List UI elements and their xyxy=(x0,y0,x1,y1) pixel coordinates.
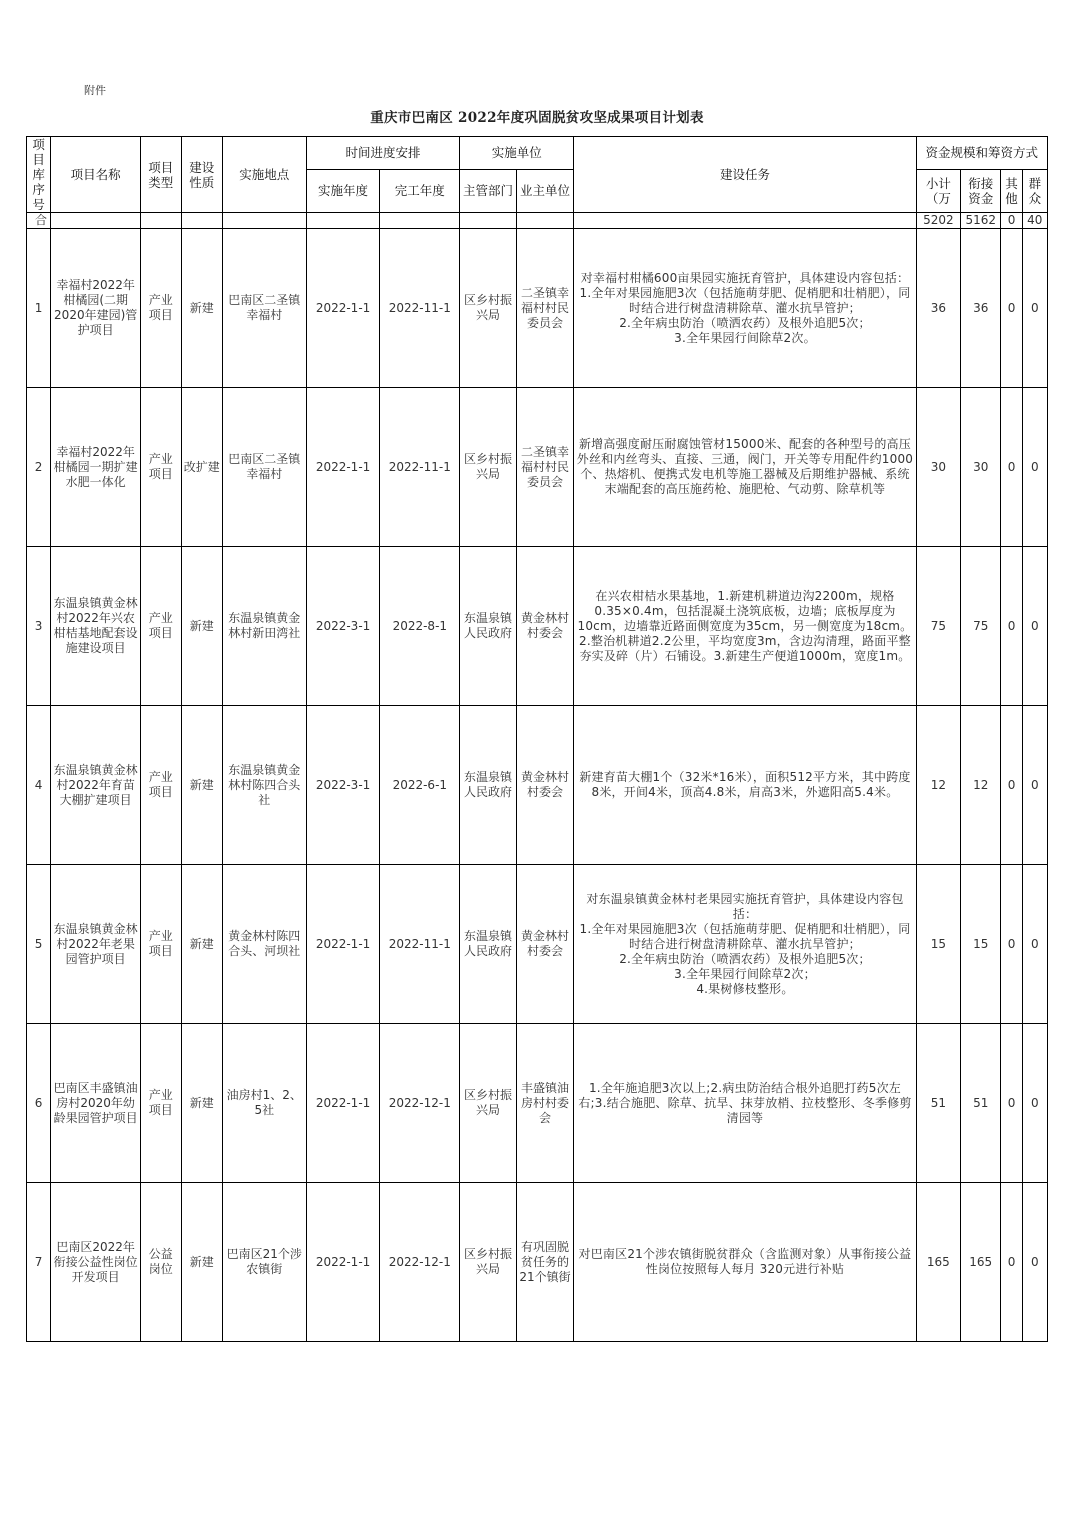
project-type: 产业项目 xyxy=(141,706,181,865)
funds-other: 0 xyxy=(1001,547,1022,706)
project-type: 公益岗位 xyxy=(141,1183,181,1342)
project-name: 幸福村2022年柑橘园一期扩建水肥一体化 xyxy=(51,388,141,547)
row-index: 3 xyxy=(27,547,51,706)
funds-subtotal: 75 xyxy=(916,547,960,706)
summary-empty xyxy=(574,213,916,229)
construction-task: 对幸福村柑橘600亩果园实施抚育管护，具体建设内容包括： 1.全年对果园施肥3次（包括施萌芽肥、促梢肥和壮梢肥），同时结合进行树盘清耕除草、灌水抗旱管护； 2.全年病虫防治（喷洒农药）及根外追肥5次； 3.全年果园行间除草2次。 xyxy=(574,229,916,388)
project-type: 产业项目 xyxy=(141,229,181,388)
owner-unit: 黄金林村村委会 xyxy=(516,865,574,1024)
table-row xyxy=(27,706,1048,865)
implementation-location: 巴南区二圣镇幸福村 xyxy=(222,229,306,388)
start-date: 2022-1-1 xyxy=(306,229,380,388)
funds-subtotal: 36 xyxy=(916,229,960,388)
owner-unit: 黄金林村村委会 xyxy=(516,706,574,865)
start-date: 2022-1-1 xyxy=(306,1183,380,1342)
start-date: 2022-3-1 xyxy=(306,547,380,706)
funds-linked: 30 xyxy=(961,388,1001,547)
start-date: 2022-1-1 xyxy=(306,388,380,547)
project-name: 东温泉镇黄金林村2022年育苗大棚扩建项目 xyxy=(51,706,141,865)
construction-task: 新建育苗大棚1个（32米*16米），面积512平方米，其中跨度8米，开间4米，顶高4.8米，肩高3米，外遮阳高5.4米。 xyxy=(574,706,916,865)
header-location: 实施地点 xyxy=(222,137,306,213)
owner-unit: 有巩固脱贫任务的21个镇街 xyxy=(516,1183,574,1342)
project-name: 巴南区2022年衔接公益性岗位开发项目 xyxy=(51,1183,141,1342)
end-date: 2022-12-1 xyxy=(380,1183,460,1342)
project-type: 产业项目 xyxy=(141,547,181,706)
header-masses: 群众 xyxy=(1022,169,1047,212)
row-index: 2 xyxy=(27,388,51,547)
funds-masses: 0 xyxy=(1022,1183,1047,1342)
supervising-department: 区乡村振兴局 xyxy=(460,388,517,547)
header-row-top xyxy=(27,137,1048,170)
funds-subtotal: 15 xyxy=(916,865,960,1024)
project-type: 产业项目 xyxy=(141,865,181,1024)
implementation-location: 东温泉镇黄金林村新田湾社 xyxy=(222,547,306,706)
end-date: 2022-11-1 xyxy=(380,229,460,388)
construction-nature: 新建 xyxy=(181,706,222,865)
end-date: 2022-6-1 xyxy=(380,706,460,865)
summary-other: 0 xyxy=(1001,213,1022,229)
header-type: 项目类型 xyxy=(141,137,181,213)
funds-masses: 0 xyxy=(1022,229,1047,388)
table-row xyxy=(27,388,1048,547)
funds-masses: 0 xyxy=(1022,547,1047,706)
summary-linked: 5162 xyxy=(961,213,1001,229)
summary-empty xyxy=(222,213,306,229)
header-funds-group: 资金规模和筹资方式 xyxy=(916,137,1047,170)
implementation-location: 东温泉镇黄金林村陈四合头社 xyxy=(222,706,306,865)
header-linked: 衔接资金 xyxy=(961,169,1001,212)
header-end: 完工年度 xyxy=(380,169,460,212)
construction-nature: 新建 xyxy=(181,229,222,388)
table-row xyxy=(27,547,1048,706)
funds-other: 0 xyxy=(1001,706,1022,865)
construction-nature: 新建 xyxy=(181,1183,222,1342)
summary-subtotal: 5202 xyxy=(916,213,960,229)
construction-task: 对巴南区21个涉农镇街脱贫群众（含监测对象）从事衔接公益性岗位按照每人每月 320元进行补贴 xyxy=(574,1183,916,1342)
header-dept: 主管部门 xyxy=(460,169,517,212)
start-date: 2022-3-1 xyxy=(306,706,380,865)
owner-unit: 二圣镇幸福村村民委员会 xyxy=(516,388,574,547)
row-index: 6 xyxy=(27,1024,51,1183)
summary-empty xyxy=(51,213,141,229)
funds-linked: 36 xyxy=(961,229,1001,388)
construction-nature: 改扩建 xyxy=(181,388,222,547)
header-name: 项目名称 xyxy=(51,137,141,213)
table-row xyxy=(27,1183,1048,1342)
construction-nature: 新建 xyxy=(181,1024,222,1183)
summary-empty xyxy=(516,213,574,229)
page-title: 重庆市巴南区 2022年度巩固脱贫攻坚成果项目计划表 xyxy=(370,110,704,126)
construction-task: 在兴农柑桔水果基地，1.新建机耕道边沟2200m，规格0.35×0.4m，包括混凝土浇筑底板，边墙；底板厚度为10cm，边墙靠近路面侧宽度为35cm，另一侧宽度为18cm。2.整治机耕道2.2公里，平均宽度3m，含边沟清理，路面平整夯实及碎（片）石铺设。3.新建生产便道1000m，宽度1m。 xyxy=(574,547,916,706)
funds-subtotal: 165 xyxy=(916,1183,960,1342)
implementation-location: 油房村1、2、5社 xyxy=(222,1024,306,1183)
summary-empty xyxy=(141,213,181,229)
implementation-location: 巴南区二圣镇幸福村 xyxy=(222,388,306,547)
owner-unit: 黄金林村村委会 xyxy=(516,547,574,706)
construction-task: 新增高强度耐压耐腐蚀管材15000米、配套的各种型号的高压外丝和内丝弯头、直接、三通，阀门，开关等专用配件约1000个、热熔机、便携式发电机等施工器械及后期维护器械、系统末端配套的高压施药枪、施肥枪、气动剪、除草机等 xyxy=(574,388,916,547)
funds-other: 0 xyxy=(1001,388,1022,547)
end-date: 2022-11-1 xyxy=(380,865,460,1024)
funds-subtotal: 30 xyxy=(916,388,960,547)
project-name: 幸福村2022年柑橘园(二期2020年建园)管护项目 xyxy=(51,229,141,388)
header-unit-group: 实施单位 xyxy=(460,137,574,170)
funds-other: 0 xyxy=(1001,1024,1022,1183)
summary-masses: 40 xyxy=(1022,213,1047,229)
owner-unit: 二圣镇幸福村村民委员会 xyxy=(516,229,574,388)
header-other: 其他 xyxy=(1001,169,1022,212)
supervising-department: 区乡村振兴局 xyxy=(460,1024,517,1183)
project-type: 产业项目 xyxy=(141,1024,181,1183)
implementation-location: 巴南区21个涉农镇街 xyxy=(222,1183,306,1342)
funds-other: 0 xyxy=(1001,1183,1022,1342)
end-date: 2022-8-1 xyxy=(380,547,460,706)
summary-empty xyxy=(380,213,460,229)
table-row xyxy=(27,229,1048,388)
summary-empty xyxy=(181,213,222,229)
attachment-label: 附件 xyxy=(84,84,106,97)
project-name: 东温泉镇黄金林村2022年老果园管护项目 xyxy=(51,865,141,1024)
funds-linked: 75 xyxy=(961,547,1001,706)
summary-empty xyxy=(460,213,517,229)
construction-nature: 新建 xyxy=(181,865,222,1024)
header-start: 实施年度 xyxy=(306,169,380,212)
summary-label: 合 xyxy=(27,213,51,229)
funds-linked: 15 xyxy=(961,865,1001,1024)
supervising-department: 区乡村振兴局 xyxy=(460,1183,517,1342)
funds-masses: 0 xyxy=(1022,1024,1047,1183)
supervising-department: 东温泉镇人民政府 xyxy=(460,865,517,1024)
header-index: 项目库序号 xyxy=(27,137,51,213)
start-date: 2022-1-1 xyxy=(306,1024,380,1183)
end-date: 2022-12-1 xyxy=(380,1024,460,1183)
funds-linked: 165 xyxy=(961,1183,1001,1342)
funds-other: 0 xyxy=(1001,865,1022,1024)
row-index: 5 xyxy=(27,865,51,1024)
supervising-department: 东温泉镇人民政府 xyxy=(460,706,517,865)
funds-other: 0 xyxy=(1001,229,1022,388)
table-row xyxy=(27,865,1048,1024)
start-date: 2022-1-1 xyxy=(306,865,380,1024)
project-plan-table xyxy=(26,136,1048,1342)
construction-task: 1.全年施追肥3次以上;2.病虫防治结合根外追肥打药5次左右;3.结合施肥、除草、抗旱、抹芽放梢、拉枝整形、冬季修剪清园等 xyxy=(574,1024,916,1183)
header-owner: 业主单位 xyxy=(516,169,574,212)
header-schedule-group: 时间进度安排 xyxy=(306,137,459,170)
header-task: 建设任务 xyxy=(574,137,916,213)
owner-unit: 丰盛镇油房村村委会 xyxy=(516,1024,574,1183)
funds-linked: 12 xyxy=(961,706,1001,865)
summary-empty xyxy=(306,213,380,229)
construction-task: 对东温泉镇黄金林村老果园实施抚育管护，具体建设内容包括： 1.全年对果园施肥3次（包括施萌芽肥、促梢肥和壮梢肥），同时结合进行树盘清耕除草、灌水抗旱管护； 2.全年病虫防治（喷洒农药）及根外追肥5次； 3.全年果园行间除草2次； 4.果树修枝整形。 xyxy=(574,865,916,1024)
end-date: 2022-11-1 xyxy=(380,388,460,547)
implementation-location: 黄金林村陈四合头、河坝社 xyxy=(222,865,306,1024)
funds-subtotal: 51 xyxy=(916,1024,960,1183)
header-nature: 建设性质 xyxy=(181,137,222,213)
project-name: 东温泉镇黄金林村2022年兴农柑桔基地配套设施建设项目 xyxy=(51,547,141,706)
row-index: 4 xyxy=(27,706,51,865)
row-index: 7 xyxy=(27,1183,51,1342)
funds-masses: 0 xyxy=(1022,865,1047,1024)
funds-subtotal: 12 xyxy=(916,706,960,865)
construction-nature: 新建 xyxy=(181,547,222,706)
funds-masses: 0 xyxy=(1022,388,1047,547)
table-row xyxy=(27,1024,1048,1183)
supervising-department: 区乡村振兴局 xyxy=(460,229,517,388)
header-subtotal: 小计（万 xyxy=(916,169,960,212)
summary-row xyxy=(27,213,1048,229)
row-index: 1 xyxy=(27,229,51,388)
project-name: 巴南区丰盛镇油房村2020年幼龄果园管护项目 xyxy=(51,1024,141,1183)
funds-masses: 0 xyxy=(1022,706,1047,865)
funds-linked: 51 xyxy=(961,1024,1001,1183)
supervising-department: 东温泉镇人民政府 xyxy=(460,547,517,706)
project-type: 产业项目 xyxy=(141,388,181,547)
